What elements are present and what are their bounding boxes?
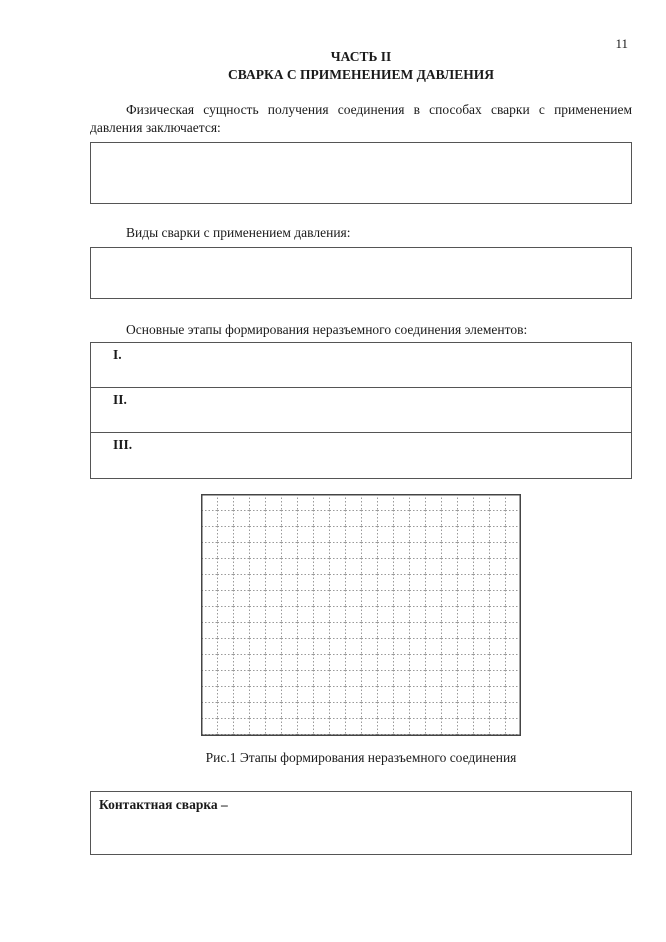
stage-row-2[interactable] xyxy=(91,388,631,433)
contact-welding-box[interactable] xyxy=(90,791,632,855)
grid-figure[interactable] xyxy=(201,494,521,736)
part-subtitle: СВАРКА С ПРИМЕНЕНИЕМ ДАВЛЕНИЯ xyxy=(228,67,494,83)
page-content xyxy=(90,48,632,855)
stages-prompt: Основные этапы формирования неразъемного соединения элементов: xyxy=(126,322,528,338)
stage-label-3: III. xyxy=(113,436,133,452)
page-number: 11 xyxy=(615,36,628,51)
stage-row-3[interactable] xyxy=(91,433,631,478)
types-answer-box[interactable] xyxy=(90,247,632,299)
stage-label-2: II. xyxy=(113,391,127,407)
figure-area xyxy=(90,494,632,736)
page-title xyxy=(90,48,632,84)
types-prompt: Виды сварки с применением давления: xyxy=(126,224,351,240)
physical-essence-answer-box[interactable] xyxy=(90,142,632,204)
stage-label-1: I. xyxy=(113,346,122,362)
stages-box xyxy=(90,342,632,479)
figure-caption: Рис.1 Этапы формирования неразъемного соединения xyxy=(205,749,517,765)
contact-welding-term: Контактная сварка – xyxy=(99,796,228,812)
physical-essence-prompt: Физическая сущность получения соединения в способах сварки с применением давления заключается: xyxy=(90,102,632,135)
stage-row-1[interactable] xyxy=(91,343,631,388)
part-title: ЧАСТЬ II xyxy=(330,49,392,64)
